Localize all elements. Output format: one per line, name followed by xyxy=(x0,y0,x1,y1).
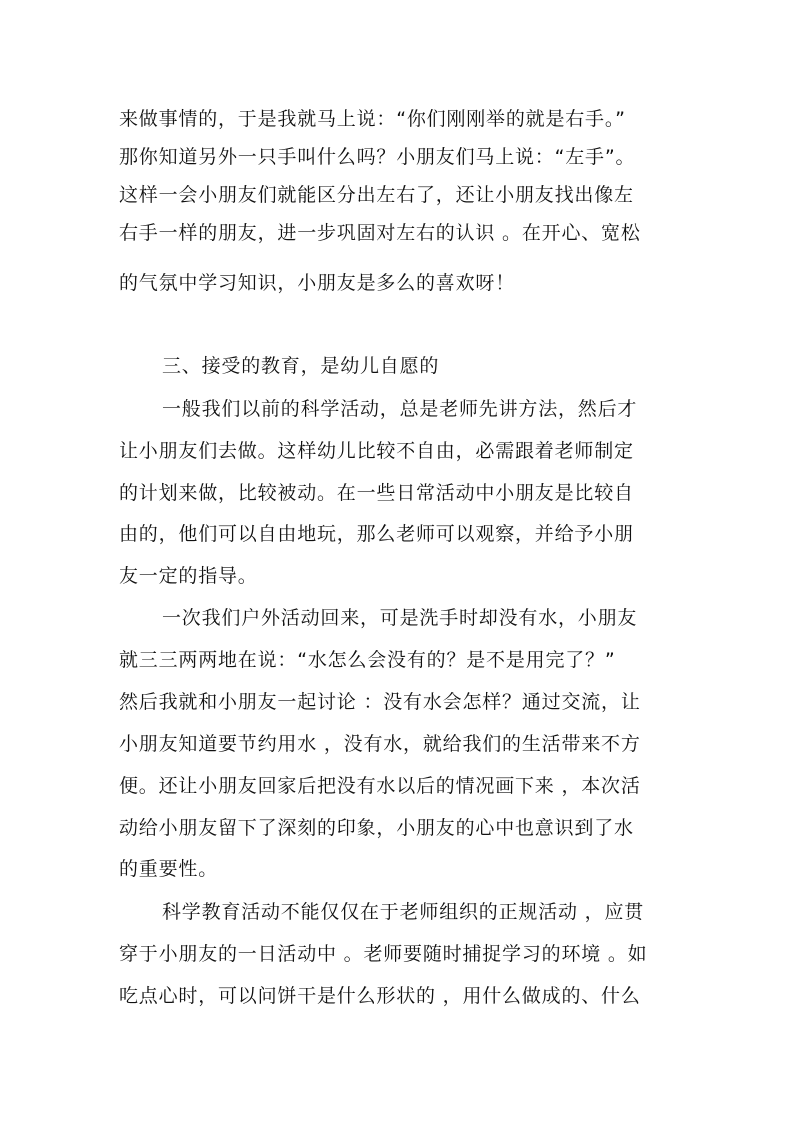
text-line: 一般我们以前的科学活动，总是老师先讲方法，然后才 xyxy=(162,398,638,420)
text-line: 的气氛中学习知识，小朋友是多么的喜欢呀！ xyxy=(119,272,516,294)
text-line: 让小朋友们去做。这样幼儿比较不自由，必需跟着老师制定 xyxy=(119,440,634,462)
text-line: 吃点心时，可以问饼干是什么形状的 ，用什么做成的、什么 xyxy=(119,985,641,1007)
text-line: 那你知道另外一只手叫什么吗？小朋友们马上说：“左手”。 xyxy=(119,146,636,168)
text-line: 穿于小朋友的一日活动中 。老师要随时捕捉学习的环境 。如 xyxy=(119,943,648,965)
text-line: 这样一会小朋友们就能区分出左右了，还让小朋友找出像左 xyxy=(119,184,634,206)
text-line: 友一定的指导。 xyxy=(119,565,258,587)
text-line: 来做事情的，于是我就马上说：“你们刚刚举的就是右手。” xyxy=(119,108,626,130)
text-line: 的计划来做，比较被动。在一些日常活动中小朋友是比较自 xyxy=(119,482,634,504)
text-line: 右手一样的朋友，进一步巩固对左右的认识 。在开心、宽松 xyxy=(119,222,641,244)
text-line: 然后我就和小朋友一起讨论 ：没有水会怎样？通过交流，让 xyxy=(119,691,641,713)
section-heading: 三、接受的教育，是幼儿自愿的 xyxy=(162,355,440,377)
text-line: 小朋友知道要节约用水 ，没有水，就给我们的生活带来不方 xyxy=(119,733,641,755)
text-line: 便。还让小朋友回家后把没有水以后的情况画下来 ，本次活 xyxy=(119,775,641,797)
text-line: 动给小朋友留下了深刻的印象，小朋友的心中也意识到了水 xyxy=(119,817,634,839)
text-line: 就三三两两地在说：“水怎么会没有的？是不是用完了？” xyxy=(119,649,616,671)
text-line: 科学教育活动不能仅仅在于老师组织的正规活动 ，应贯 xyxy=(162,901,645,923)
text-line: 的重要性。 xyxy=(119,858,219,880)
text-line: 一次我们户外活动回来，可是洗手时却没有水，小朋友 xyxy=(162,607,638,629)
text-line: 由的，他们可以自由地玩，那么老师可以观察，并给予小朋 xyxy=(119,523,634,545)
